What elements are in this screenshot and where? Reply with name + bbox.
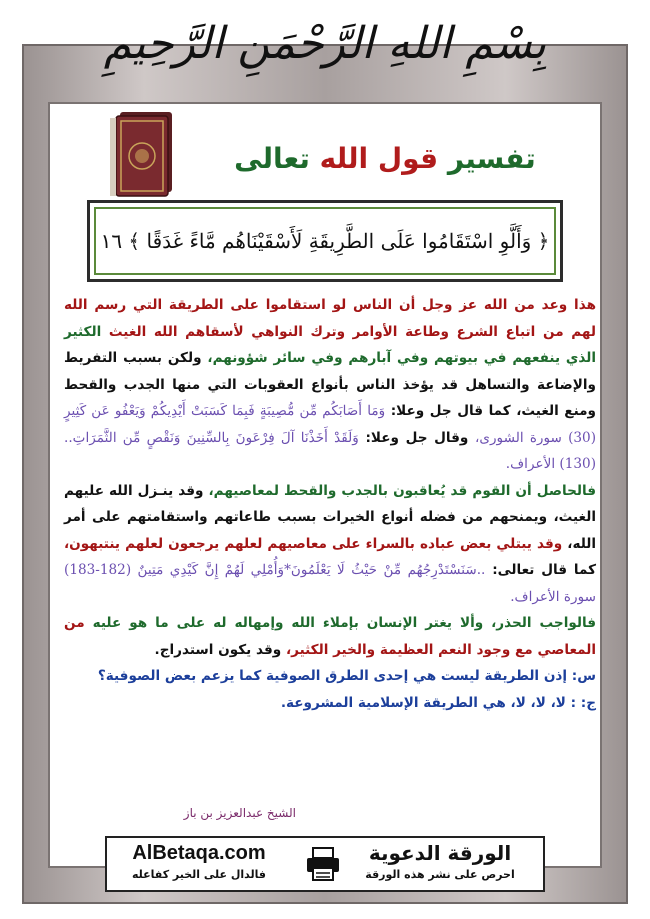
text-segment: وقال جل وعلا: [365,429,469,446]
page-title [220,134,550,184]
text-segment: وقد يكون استدراج. [154,641,282,658]
tafsir-body [64,292,596,832]
question-line: س: إذن الطريقة ليست هي إحدى الطرق الصوفية كما يزعم بعض الصوفية؟ [97,668,596,684]
footer-right [345,840,535,888]
text-segment: وقد ينـزل الله عليهم الغيث، ويمنحهم من فضله أنواع الخيرات بسبب طاعاتهم واستقامتهم على أمر الله، [64,482,597,552]
verse-box [87,200,563,282]
printer-icon [303,844,343,884]
text-segment: فالواجب الحذر، وألا يغتر الإنسان بإملاء الله وإمهاله له على ما هو عليه [92,615,596,631]
text-segment: هذا وعد من الله عز وجل أن الناس لو استقاموا على الطريقة التي رسم الله لهم من اتباع الشرع وطاعة الأوامر وترك النواهي لأسقاهم الله الغيث [64,297,596,340]
text-segment: وقد يبتلي بعض عباده بالسراء على معاصيهم لعلهم يرجعون لعلهم ينتبهون، [64,535,563,552]
quran-verse: ﴿ وَأَلَّوِ اسْتَقَامُوا عَلَى الطَّرِيقَةِ لَأَسْقَيْنَاهُم مَّاءً غَدَقًا ﴾ ١٦ [100,229,550,253]
brand-name: الورقة الدعوية [368,841,512,865]
text-segment: كما قال تعالى: [492,562,596,578]
text-segment: ولكن بسبب التفريط والإضاعة والتساهل قد يؤخذ الناس بأنواع العقوبات التي منها الجدب والقحط ومنع الغيث، كما قال جل وعلا: [64,350,597,419]
title-part-taala: تعالى [234,142,310,175]
paragraph-3 [64,610,596,663]
footer-banner [105,836,545,892]
paragraph-1 [64,292,596,478]
site-link[interactable]: AlBetaqa.com [132,842,266,864]
footer-slogan-right: احرص على نشر هذه الورقة [365,868,515,881]
text-segment: فالحاصل أن القوم قد يُعاقبون بالجدب والقحط لمعاصيهم، [208,482,597,499]
title-part-tafsir: تفسير [447,142,536,175]
footer-slogan-left: فالدال على الخير كفاعله [131,868,267,881]
author-signature: الشيخ عبدالعزيز بن باز [183,806,296,820]
quran-quote: وَلَقَدْ أَخَذْنَا آلَ فِرْعَونَ بِالسِّنِينَ وَنَقْصٍ مِّن الثَّمَرَاتِ.. (130) الأعراف. [64,429,596,472]
paragraph-2 [64,478,596,611]
answer-line: ج: : لا، لا، لا، هي الطريقة الإسلامية المشروعة. [280,694,596,711]
footer-left [115,840,283,888]
basmala-calligraphy: بِسْمِ اللهِ الرَّحْمَنِ الرَّحِيمِ [103,18,547,69]
text-segment: الكثير الذي ينفعهم في بيوتهم وفي آبارهم وفي سائر شؤونهم، [64,323,597,366]
quran-quote: وَمَا أَصَابَكُم مِّن مُّصِيبَةٍ فَبِمَا كَسَبَتْ أَيْدِيكُمْ وَيَعْفُو عَن كَثِيرٍ (30) سورة الشورى، [64,403,597,446]
quran-book-icon [102,106,180,200]
title-part-qawl-allah: قول الله [319,142,439,175]
quran-quote: ..سَنَسْتَدْرِجُهُم مِّنْ حَيْثُ لَا يَعْلَمُونَ*وَأُمْلِي لَهُمْ إِنَّ كَيْدِي مَتِينٌ (182-183) سورة الأعراف. [64,562,596,605]
text-segment: من المعاصي مع وجود النعم العظيمة والخير الكثير، [64,615,596,658]
